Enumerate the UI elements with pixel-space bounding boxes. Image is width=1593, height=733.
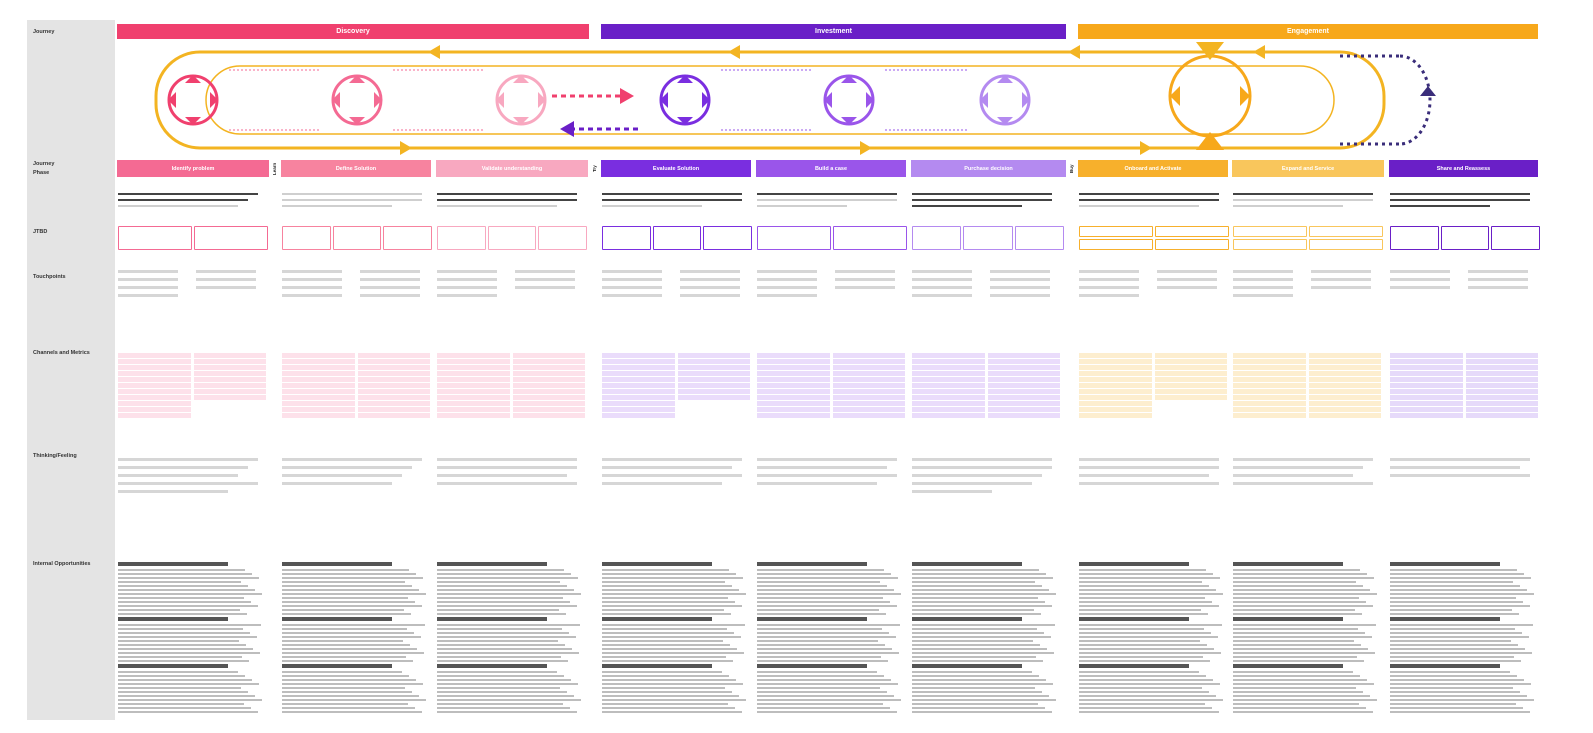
phase-description bbox=[757, 191, 903, 219]
channels-metrics-table bbox=[602, 347, 750, 419]
opportunity-column bbox=[1390, 562, 1536, 715]
channels-metrics-table bbox=[118, 347, 266, 419]
phase-description bbox=[1233, 191, 1379, 219]
phase-description bbox=[437, 191, 583, 219]
opportunity-column bbox=[757, 562, 903, 715]
stage-divider-try: Try bbox=[591, 158, 598, 180]
jtbd-group-define bbox=[282, 226, 432, 250]
phase-identify-problem: Identify problem bbox=[117, 160, 269, 177]
loop-circle-validate bbox=[497, 76, 545, 124]
opportunity-column bbox=[602, 562, 748, 715]
channels-metrics-table bbox=[912, 347, 1060, 419]
phase-description bbox=[912, 191, 1058, 219]
outer-loop-arrow bbox=[1140, 141, 1152, 155]
opportunity-column bbox=[912, 562, 1058, 715]
opportunity-column bbox=[282, 562, 428, 715]
journey-discovery-header: Discovery bbox=[117, 24, 589, 39]
loop-circle-engagement bbox=[1170, 56, 1250, 136]
channels-metrics-table bbox=[437, 347, 585, 419]
loop-circle-evaluate bbox=[661, 76, 709, 124]
jtbd-group-onboard bbox=[1079, 226, 1229, 250]
phase-share-reassess: Share and Reassess bbox=[1389, 160, 1538, 177]
jtbd-group-share bbox=[1390, 226, 1540, 250]
opportunity-column bbox=[437, 562, 583, 715]
row-label-journey-phase: Journey Phase bbox=[33, 161, 55, 176]
jtbd-group-purchase bbox=[912, 226, 1064, 250]
outer-loop-arrow bbox=[1253, 45, 1265, 59]
outer-loop-path bbox=[156, 52, 1384, 148]
jtbd-group-validate bbox=[437, 226, 587, 250]
reassess-loop bbox=[1400, 56, 1430, 144]
jtbd-group-expand bbox=[1233, 226, 1383, 250]
phase-description bbox=[1390, 191, 1536, 219]
journey-investment-header: Investment bbox=[601, 24, 1066, 39]
row-label-column bbox=[27, 20, 115, 720]
outer-loop-arrow bbox=[400, 141, 412, 155]
outer-loop-arrow bbox=[728, 45, 740, 59]
jtbd-group-build bbox=[757, 226, 907, 250]
opportunity-column bbox=[1233, 562, 1379, 715]
stage-divider-learn: Learn bbox=[271, 158, 278, 180]
jtbd-group-evaluate bbox=[602, 226, 752, 250]
phase-onboard-activate: Onboard and Activate bbox=[1078, 160, 1228, 177]
jtbd-group-identify bbox=[118, 226, 268, 250]
channels-metrics-table bbox=[282, 347, 430, 419]
loop-circle-build bbox=[825, 76, 873, 124]
outer-loop-arrow bbox=[860, 141, 872, 155]
opportunity-column bbox=[1079, 562, 1225, 715]
opportunity-column bbox=[118, 562, 264, 715]
row-label-thinking: Thinking/Feeling bbox=[33, 453, 77, 459]
phase-description bbox=[602, 191, 748, 219]
channels-metrics-table bbox=[757, 347, 905, 419]
phase-description bbox=[118, 191, 264, 219]
row-label-journey: Journey bbox=[33, 29, 55, 35]
row-label-opportunities: Internal Opportunities bbox=[33, 561, 91, 567]
row-label-jtbd: JTBD bbox=[33, 229, 48, 235]
loop-circle-define bbox=[333, 76, 381, 124]
phase-evaluate-solution: Evaluate Solution bbox=[601, 160, 751, 177]
channels-metrics-table bbox=[1233, 347, 1381, 419]
phase-expand-service: Expand and Service bbox=[1232, 160, 1384, 177]
outer-loop-arrow bbox=[428, 45, 440, 59]
channels-metrics-table bbox=[1079, 347, 1227, 419]
inner-loop-path bbox=[206, 66, 1334, 134]
journey-engagement-header: Engagement bbox=[1078, 24, 1538, 39]
channels-metrics-table bbox=[1390, 347, 1538, 419]
phase-description bbox=[282, 191, 428, 219]
phase-purchase-decision: Purchase decision bbox=[911, 160, 1066, 177]
outer-loop-arrow bbox=[1068, 45, 1080, 59]
loop-circle-purchase bbox=[981, 76, 1029, 124]
phase-validate-understanding: Validate understanding bbox=[436, 160, 588, 177]
stage-divider-buy: Buy bbox=[1068, 158, 1075, 180]
phase-build-a-case: Build a case bbox=[756, 160, 906, 177]
loop-circle-identify bbox=[169, 76, 217, 124]
row-label-touchpoints: Touchpoints bbox=[33, 274, 66, 280]
phase-description bbox=[1079, 191, 1225, 219]
phase-define-solution: Define Solution bbox=[281, 160, 431, 177]
row-label-channels: Channels and Metrics bbox=[33, 350, 90, 356]
